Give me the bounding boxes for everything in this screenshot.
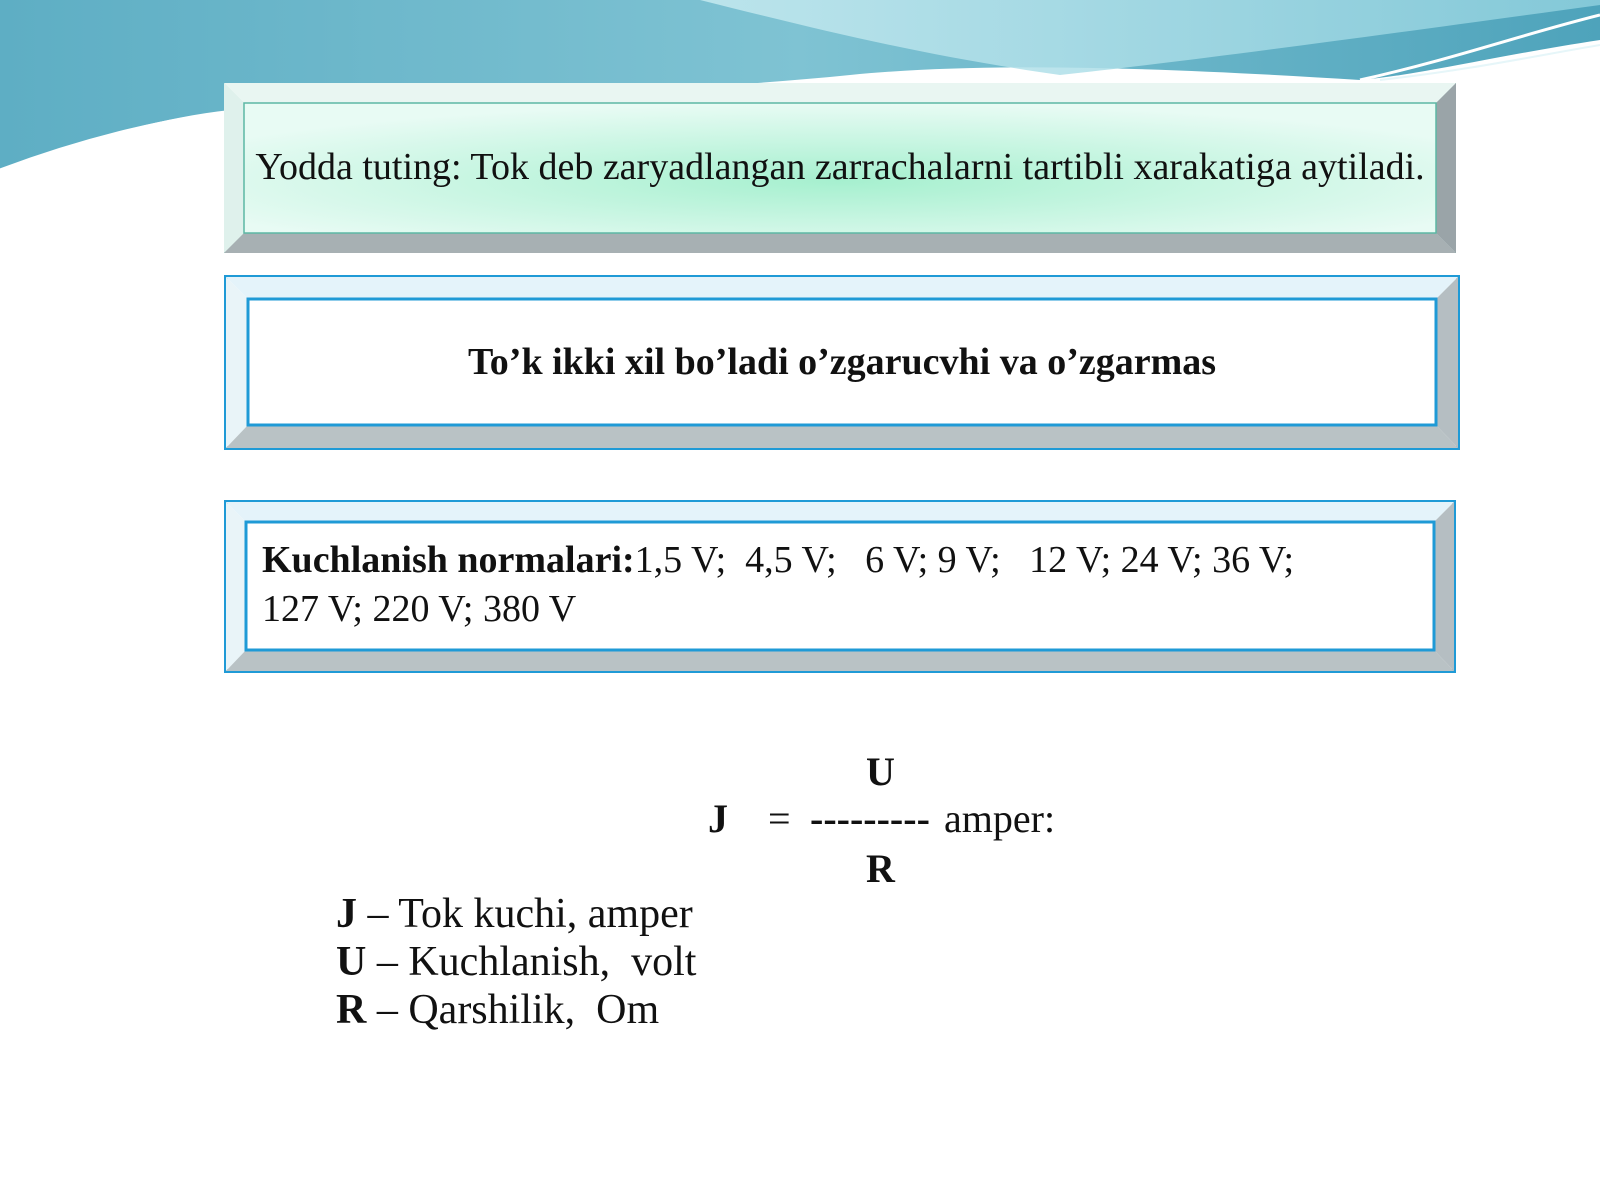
formula-legend (336, 890, 696, 1034)
legend-symbol: R (336, 987, 367, 1033)
voltage-norms-line-1 (262, 536, 1294, 585)
current-types-text: To’k ikki xil bo’ladi o’zgarucvhi va o’zgarmas (467, 340, 1217, 383)
formula-unit: amper: (944, 796, 1056, 841)
formula-equals: = (768, 796, 791, 841)
legend-description: – Qarshilik, Om (366, 987, 660, 1033)
legend-row-voltage (336, 938, 696, 986)
formula-denominator: R (866, 846, 895, 891)
formula-fraction-bar: --------- (810, 796, 930, 841)
voltage-norms-content (262, 520, 1426, 649)
voltage-values-2: 127 V; 220 V; 380 V (262, 587, 577, 630)
legend-symbol: J (336, 891, 357, 937)
legend-description: – Kuchlanish, volt (366, 939, 697, 985)
legend-row-current (336, 890, 696, 938)
current-types-box (224, 275, 1460, 450)
voltage-values-1: 1,5 V; 4,5 V; 6 V; 9 V; 12 V; 24 V; 36 V; (634, 538, 1295, 581)
formula-numerator: U (866, 749, 895, 794)
note-text: Yodda tuting: Tok deb zaryadlangan zarrachalarni tartibli xarakatiga aytiladi. (255, 146, 1425, 188)
note-box (224, 83, 1456, 253)
legend-description: – Tok kuchi, amper (357, 891, 693, 937)
voltage-norms-label: Kuchlanish normalari: (262, 538, 635, 581)
formula-lhs: J (708, 796, 728, 841)
voltage-norms-box (224, 500, 1456, 673)
voltage-norms-line-2 (262, 585, 1294, 634)
legend-symbol: U (336, 939, 367, 985)
legend-row-resistance (336, 986, 696, 1034)
